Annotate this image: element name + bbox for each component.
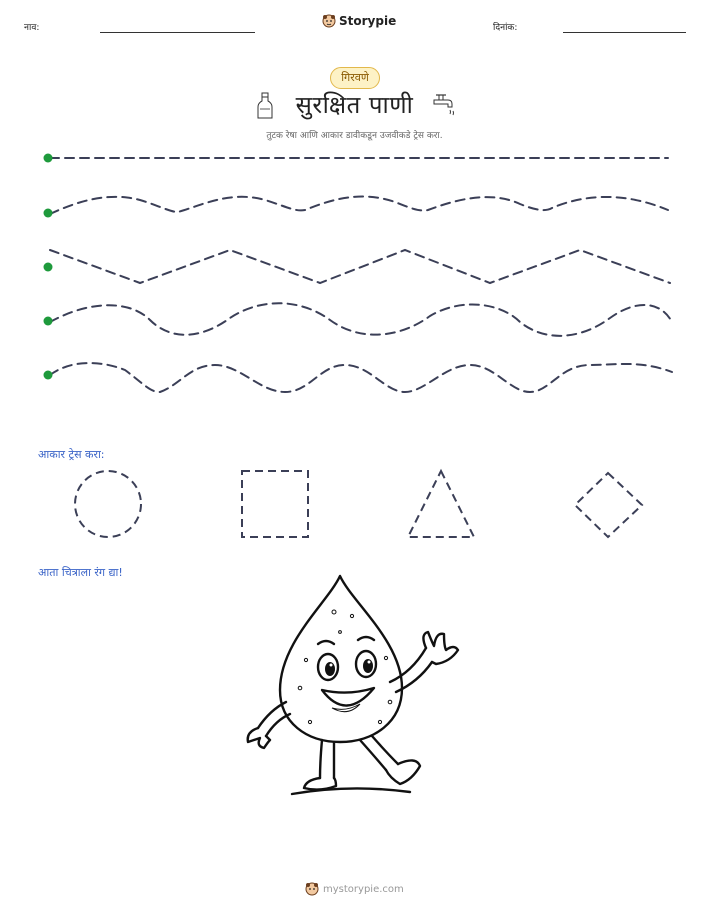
- shapes-section-label: आकार ट्रेस करा:: [38, 448, 105, 461]
- storypie-mascot-icon: [305, 882, 319, 896]
- footer-site[interactable]: mystorypie.com: [323, 883, 404, 895]
- badge: गिरवणे: [330, 67, 380, 89]
- instructions: तुटक रेषा आणि आकार डावीकडून उजवीकडे ट्रेस करा.: [266, 131, 443, 141]
- trace-square: [242, 471, 308, 537]
- page-title: सुरक्षित पाणी: [295, 91, 414, 119]
- date-label: दिनांक:: [493, 23, 518, 33]
- footer: [305, 882, 404, 896]
- trace-triangle: [408, 471, 474, 537]
- brand-name: Storypie: [339, 14, 397, 28]
- water-drop-character-illustration: [240, 572, 470, 802]
- trace-circle: [75, 471, 141, 537]
- coloring-section-label: आता चित्राला रंग द्या!: [38, 566, 123, 579]
- trace-diamond: [575, 473, 642, 537]
- name-label: नाव:: [24, 23, 40, 33]
